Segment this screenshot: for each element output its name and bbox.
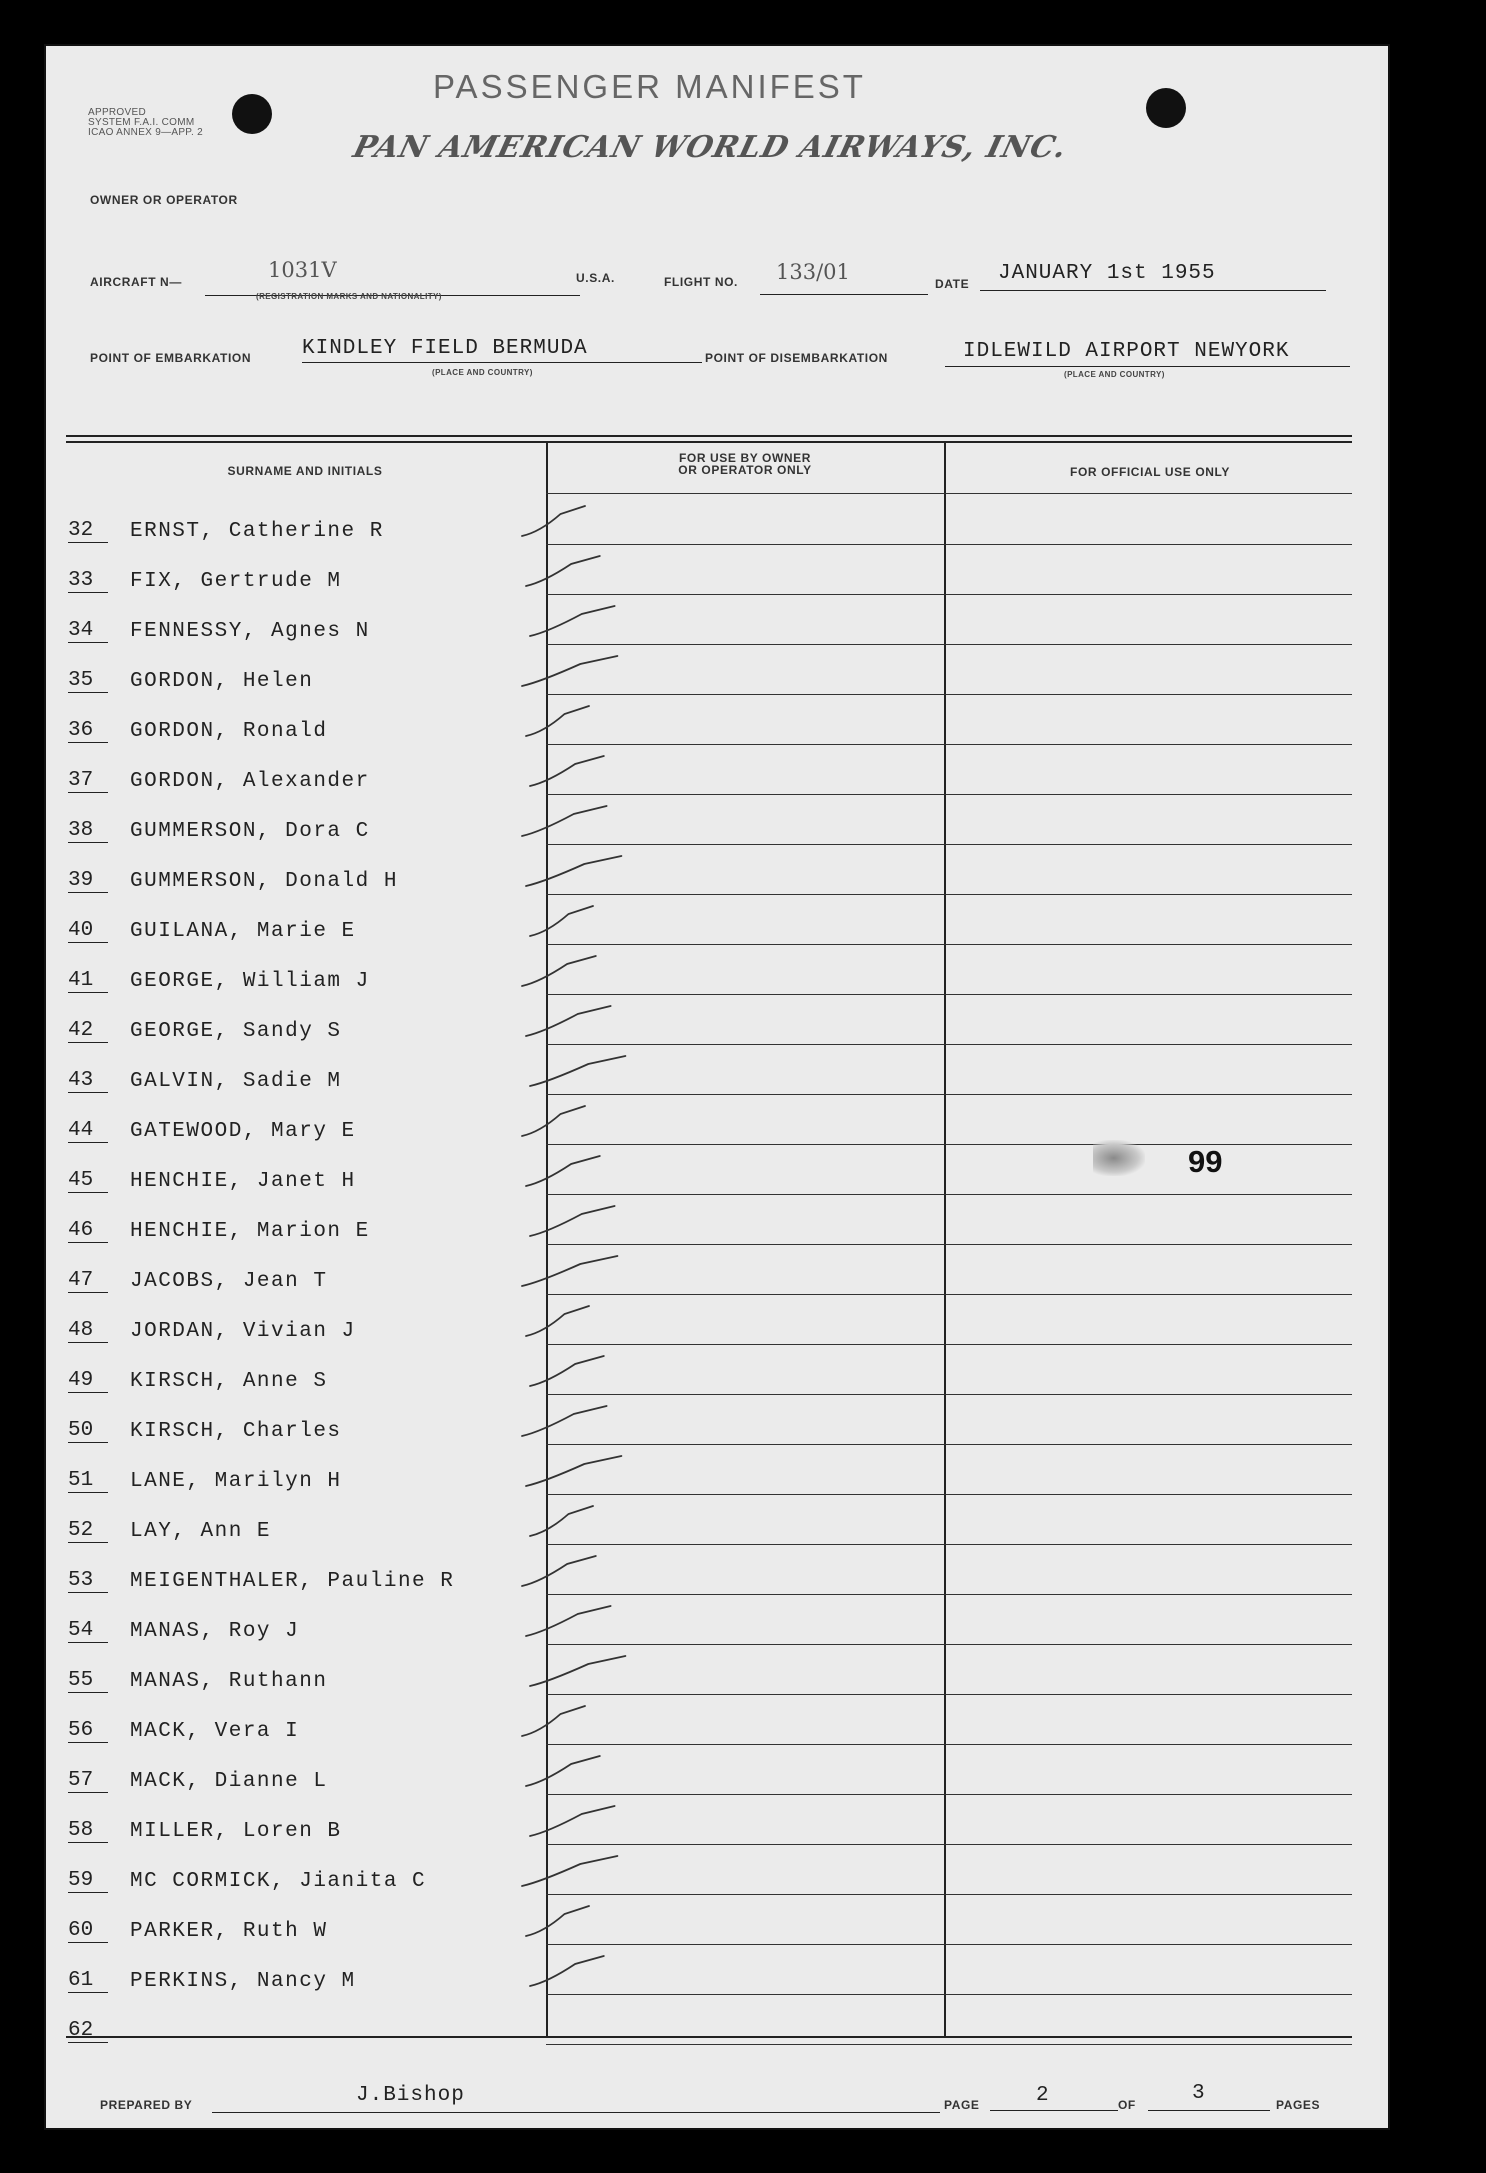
header-row-line [546, 493, 1352, 494]
row-rule [546, 1944, 1352, 1945]
embark-value: KINDLEY FIELD BERMUDA [302, 337, 588, 360]
page-label: PAGE [944, 2098, 980, 2112]
prepared-underline [212, 2112, 940, 2113]
row-number: 53 [68, 1569, 108, 1593]
flight-value: 133/01 [776, 260, 850, 284]
row-number: 36 [68, 719, 108, 743]
passenger-name: GORDON, Ronald [130, 720, 328, 743]
row-number: 54 [68, 1619, 108, 1643]
passenger-name: MANAS, Ruthann [130, 1670, 328, 1693]
official-use-mark: 99 [1188, 1144, 1223, 1179]
form-ref-line-3: ICAO ANNEX 9—APP. 2 [88, 127, 204, 138]
passenger-name: PERKINS, Nancy M [130, 1970, 356, 1993]
row-number: 47 [68, 1269, 108, 1293]
disembark-sublabel: (PLACE AND COUNTRY) [1064, 370, 1165, 379]
row-rule [546, 1044, 1352, 1045]
row-number: 34 [68, 619, 108, 643]
row-number: 38 [68, 819, 108, 843]
passenger-name: JACOBS, Jean T [130, 1270, 328, 1293]
row-rule [546, 1644, 1352, 1645]
row-rule [546, 844, 1352, 845]
row-number: 51 [68, 1469, 108, 1493]
passenger-name: MACK, Vera I [130, 1720, 300, 1743]
disembark-value: IDLEWILD AIRPORT NEWYORK [963, 340, 1290, 363]
table-top-rule-1 [66, 435, 1352, 437]
row-rule [546, 994, 1352, 995]
row-number: 43 [68, 1069, 108, 1093]
table-divider-1 [546, 441, 548, 2036]
row-rule [546, 2044, 1352, 2045]
row-number: 60 [68, 1919, 108, 1943]
row-rule [546, 1744, 1352, 1745]
row-number: 40 [68, 919, 108, 943]
row-rule [546, 1894, 1352, 1895]
punch-hole-right [1146, 88, 1186, 128]
row-rule [546, 944, 1352, 945]
row-rule [546, 1794, 1352, 1795]
row-number: 39 [68, 869, 108, 893]
row-rule [546, 1494, 1352, 1495]
embark-underline [302, 362, 702, 363]
date-value: JANUARY 1st 1955 [998, 262, 1216, 285]
row-rule [546, 1394, 1352, 1395]
disembark-label: POINT OF DISEMBARKATION [705, 351, 888, 365]
page-value: 2 [1036, 2084, 1050, 2107]
row-number: 42 [68, 1019, 108, 1043]
passenger-name: GORDON, Alexander [130, 770, 370, 793]
row-rule [546, 1194, 1352, 1195]
row-number: 57 [68, 1769, 108, 1793]
passenger-name: MEIGENTHALER, Pauline R [130, 1570, 455, 1593]
passenger-name: FIX, Gertrude M [130, 570, 342, 593]
col-official-header: FOR OFFICIAL USE ONLY [1070, 465, 1230, 479]
row-number: 33 [68, 569, 108, 593]
row-number: 59 [68, 1869, 108, 1893]
row-number: 58 [68, 1819, 108, 1843]
passenger-name: MC CORMICK, Jianita C [130, 1870, 427, 1893]
form-ref-line-2: SYSTEM F.A.I. COMM [88, 117, 195, 128]
row-rule [546, 1444, 1352, 1445]
row-rule [546, 744, 1352, 745]
prepared-label: PREPARED BY [100, 2098, 193, 2112]
punch-hole-left [232, 94, 272, 134]
passenger-name: JORDAN, Vivian J [130, 1320, 356, 1343]
passenger-name: FENNESSY, Agnes N [130, 620, 370, 643]
row-rule [546, 1844, 1352, 1845]
row-number: 56 [68, 1719, 108, 1743]
passenger-name: MACK, Dianne L [130, 1770, 328, 1793]
form-ref-line-1: APPROVED [88, 107, 146, 118]
date-underline [980, 290, 1326, 291]
row-rule [546, 1344, 1352, 1345]
row-rule [546, 544, 1352, 545]
embark-sublabel: (PLACE AND COUNTRY) [432, 368, 533, 377]
row-rule [546, 644, 1352, 645]
row-rule [546, 794, 1352, 795]
row-rule [546, 1144, 1352, 1145]
passenger-name: GORDON, Helen [130, 670, 314, 693]
flight-underline [760, 294, 928, 295]
col-surname-header: SURNAME AND INITIALS [227, 464, 383, 478]
owner-value: PAN AMERICAN WORLD AIRWAYS, INC. [349, 130, 1071, 165]
row-number: 62 [68, 2019, 108, 2043]
passenger-name: ERNST, Catherine R [130, 520, 384, 543]
row-number: 52 [68, 1519, 108, 1543]
row-number: 32 [68, 519, 108, 543]
row-number: 41 [68, 969, 108, 993]
page-title: PASSENGER MANIFEST [433, 68, 866, 105]
pages-label: PAGES [1276, 2098, 1321, 2112]
row-rule [546, 1594, 1352, 1595]
owner-label: OWNER OR OPERATOR [90, 193, 238, 207]
passenger-name: GUMMERSON, Donald H [130, 870, 398, 893]
row-number: 48 [68, 1319, 108, 1343]
row-rule [546, 694, 1352, 695]
col-owner-header-2: OR OPERATOR ONLY [678, 463, 812, 477]
date-label: DATE [935, 277, 970, 291]
row-number: 44 [68, 1119, 108, 1143]
row-number: 49 [68, 1369, 108, 1393]
official-stamp-smudge [1093, 1140, 1145, 1176]
passenger-name: KIRSCH, Charles [130, 1420, 342, 1443]
row-rule [546, 1994, 1352, 1995]
passenger-name: KIRSCH, Anne S [130, 1370, 328, 1393]
passenger-name: HENCHIE, Marion E [130, 1220, 370, 1243]
row-rule [546, 1544, 1352, 1545]
row-rule [546, 894, 1352, 895]
row-number: 35 [68, 669, 108, 693]
row-rule [546, 1244, 1352, 1245]
row-number: 45 [68, 1169, 108, 1193]
passenger-name: GATEWOOD, Mary E [130, 1120, 356, 1143]
row-number: 37 [68, 769, 108, 793]
flight-label: FLIGHT NO. [664, 275, 738, 289]
passenger-name: GUMMERSON, Dora C [130, 820, 370, 843]
of-underline [1148, 2110, 1270, 2111]
passenger-name: MILLER, Loren B [130, 1820, 342, 1843]
row-number: 46 [68, 1219, 108, 1243]
aircraft-label: AIRCRAFT N— [90, 275, 182, 289]
of-label: OF [1118, 2098, 1136, 2112]
embark-label: POINT OF EMBARKATION [90, 351, 252, 365]
table-top-rule-2 [66, 441, 1352, 443]
row-rule [546, 1094, 1352, 1095]
page-underline [990, 2110, 1118, 2111]
row-number: 61 [68, 1969, 108, 1993]
row-number: 50 [68, 1419, 108, 1443]
row-rule [546, 1294, 1352, 1295]
table-divider-2 [944, 441, 946, 2036]
disembark-underline [945, 366, 1350, 367]
row-rule [546, 594, 1352, 595]
passenger-name: PARKER, Ruth W [130, 1920, 328, 1943]
of-value: 3 [1192, 2082, 1206, 2105]
row-number: 55 [68, 1669, 108, 1693]
prepared-value: J.Bishop [356, 2084, 465, 2107]
passenger-name: LAY, Ann E [130, 1520, 272, 1543]
passenger-name: MANAS, Roy J [130, 1620, 300, 1643]
usa-label: U.S.A. [576, 271, 615, 285]
row-rule [546, 1694, 1352, 1695]
aircraft-value: 1031V [268, 258, 337, 282]
aircraft-sublabel: (REGISTRATION MARKS AND NATIONALITY) [256, 292, 442, 301]
passenger-name: GALVIN, Sadie M [130, 1070, 342, 1093]
table-bottom-rule [66, 2036, 1352, 2038]
passenger-name: GEORGE, Sandy S [130, 1020, 342, 1043]
passenger-name: GEORGE, William J [130, 970, 370, 993]
col-owner-header-1: FOR USE BY OWNER [678, 451, 812, 465]
passenger-name: GUILANA, Marie E [130, 920, 356, 943]
passenger-name: HENCHIE, Janet H [130, 1170, 356, 1193]
passenger-name: LANE, Marilyn H [130, 1470, 342, 1493]
